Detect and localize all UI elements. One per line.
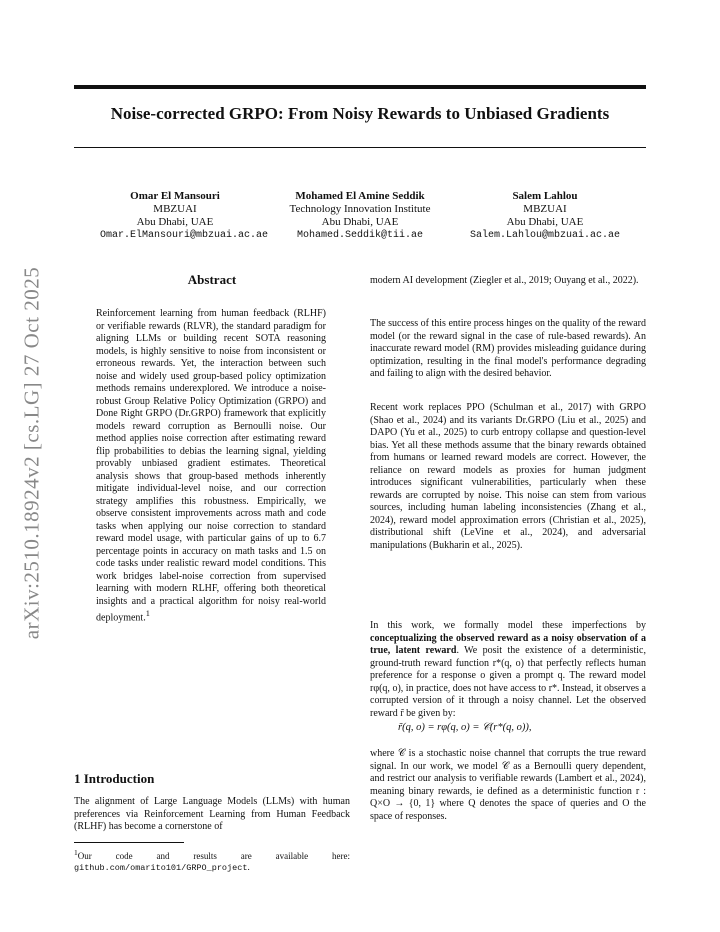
- abstract-text: Reinforcement learning from human feedback (RLHF) or verifiable rewards (RLVR), the standard paradigm for aligning LLMs or building recent SOTA reasoning models, is highly sensitive to noise from inconsistent or erroneous rewards. Yet, the interaction between such noise and widely used group-based policy optimization methods remains underexplored. We introduce a noise-robust Group Relative Policy Optimization (GRPO) and Done Right GRPO (Dr.GRPO) framework that explicitly models reward corruption as Bernoulli noise. Our method applies noise correction after estimating reward flip probabilities to debias the learning signal, yielding provably unbiased gradient estimates. Theoretical analysis shows that group-based methods inherently mitigate individual-level noise, and our correction strategy amplifies this robustness. Empirically, we observe consistent improvements across math and code tasks when applying our noise correction to standard reward model usage, with particular gains of up to 6.7 percentage points in accuracy on math tasks and 1.5 on code tasks under realistic reward model conditions. This work bridges label-noise correction from supervised learning with modern RLHF, offering both theoretical insights and a practical algorithm for noisy real-world deployment.: [96, 308, 326, 624]
- author-name: Salem Lahlou: [512, 190, 578, 202]
- arxiv-stamp-text: arXiv:2510.18924v2 [cs.LG] 27 Oct 2025: [19, 266, 44, 639]
- footnote-number: 1: [74, 848, 78, 857]
- arxiv-stamp: [8, 261, 56, 644]
- author-name: Mohamed El Amine Seddik: [295, 190, 425, 202]
- footnote-rule: [74, 842, 184, 843]
- footnote-text: Our code and results are available here:: [77, 851, 350, 861]
- right-paragraph-3: Recent work replaces PPO (Schulman et al., 2017) with GRPO (Shao et al., 2024) and its variants Dr.GRPO (Liu et al., 2025) and DAPO (Yu et al., 2025) to curb entropy collapse and question-level bias. Yet all these methods assume that the binary rewards obtained from humans or learned reward models are correct. However, the reliance on reward models as proxies for human judgment introduces significant vulnerabilities, particularly when these rewards are corrupted by noise. This noise can stem from various sources, including human labeling inconsistencies (Zhang et al., 2024), reward model approximation errors (Christian et al., 2025), distributional shift (LeVine et al., 2024), and adversarial manipulations (Bukharin et al., 2025).: [370, 402, 646, 551]
- right-paragraph-2: The success of this entire process hinges on the quality of the reward model (or the reward signal in the case of rule-based rewards). An inaccurate reward model (RM) provides misleading guidance during optimization, resulting in the final model's performance degrading and failing to align with the desired behavior.: [370, 318, 646, 379]
- author-email[interactable]: Omar.ElMansouri@mbzuai.ac.ae: [100, 230, 269, 241]
- author-email[interactable]: Mohamed.Seddik@tii.ae: [296, 230, 424, 241]
- p4-text-pre: In this work, we formally model these imperfections by: [370, 620, 646, 631]
- title-rule-bottom: [74, 147, 646, 148]
- author-location: Abu Dhabi, UAE: [136, 216, 214, 228]
- author-block-2: [268, 190, 452, 242]
- p4-text-bold: conceptualizing the observed reward as a noisy observation of a true, latent reward: [370, 632, 646, 656]
- author-email[interactable]: Salem.Lahlou@mbzuai.ac.ae: [469, 230, 621, 241]
- intro-paragraph: The alignment of Large Language Models (LLMs) with human preferences via Reinforcement Learning from Human Feedback (RLHF) has become a cornerstone of: [74, 796, 350, 832]
- author-block-3: [462, 190, 628, 242]
- footnote: [74, 847, 350, 874]
- author-location: Abu Dhabi, UAE: [321, 216, 399, 228]
- author-location: Abu Dhabi, UAE: [506, 216, 584, 228]
- equation-observed-reward: r̃(q, o) = rφ(q, o) = 𝒞(r*(q, o)),: [398, 722, 532, 733]
- right-paragraph-1: modern AI development (Ziegler et al., 2019; Ouyang et al., 2022).: [370, 275, 639, 286]
- abstract-heading: Abstract: [187, 272, 237, 287]
- author-name: Omar El Mansouri: [130, 190, 220, 202]
- footnote-end: .: [247, 862, 250, 872]
- author-block-1: [100, 190, 269, 242]
- paper-title: Noise-corrected GRPO: From Noisy Rewards to Unbiased Gradients: [110, 104, 610, 123]
- footnote-link[interactable]: github.com/omarito101/GRPO_project: [74, 863, 248, 873]
- author-affiliation: MBZUAI: [523, 203, 567, 215]
- author-affiliation: Technology Innovation Institute: [289, 203, 431, 215]
- section-heading-introduction: 1 Introduction: [74, 771, 155, 786]
- abstract-body: [96, 308, 326, 625]
- p4-text-post: . We posit the existence of a deterministic, ground-truth reward function r*(q, o) that perfectly reflects human preference for a response o given a prompt q. The reward model rφ(q, o), in practice, does not have access to r*. Instead, it observes a corrupted version of it through a noisy channel. Let the observed reward r̃ be given by:: [370, 645, 646, 719]
- footnote-marker: 1: [145, 609, 150, 618]
- author-affiliation: MBZUAI: [153, 203, 197, 215]
- right-paragraph-5: where 𝒞 is a stochastic noise channel that corrupts the true reward signal. In our work, we model 𝒞 as a Bernoulli query dependent, and restrict our analysis to verifiable rewards (Lambert et al., 2024), meaning binary rewards, ie defined as a deterministic function r : Q×O → {0, 1} where Q denotes the space of queries and O the space of responses.: [370, 748, 646, 822]
- right-paragraph-4: [370, 620, 646, 720]
- title-rule-top: [74, 85, 646, 89]
